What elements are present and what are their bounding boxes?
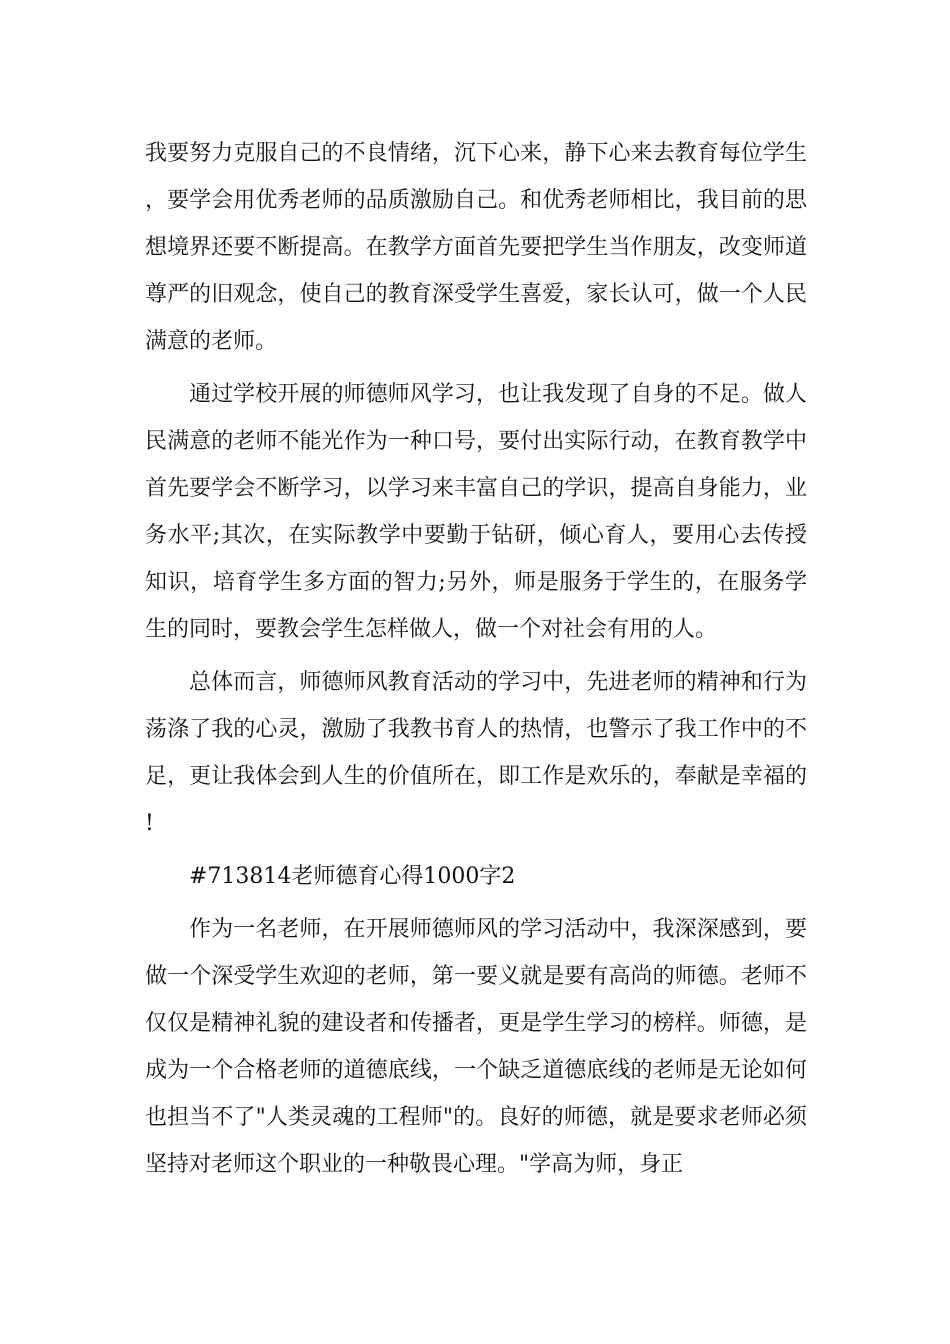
section-heading: #713814老师德育心得1000字2 [189, 864, 516, 889]
paragraph-1: 我要努力克服自己的不良情绪，沉下心来，静下心来去教育每位学生，要学会用优秀老师的品质激励自己。和优秀老师相比，我目前的思想境界还要不断提高。在教学方面首先要把学生当作朋友，改变师道尊严的旧观念，使自己的教育深受学生喜爱，家长认可，做一个人民满意的老师。 [145, 141, 807, 354]
paragraph-3: 总体而言，师德师风教育活动的学习中，先进老师的精神和行为荡涤了我的心灵，激励了我教书育人的热情，也警示了我工作中的不足，更让我体会到人生的价值所在，即工作是欢乐的，奉献是幸福的! [145, 670, 807, 836]
paragraph-4: 作为一名老师，在开展师德师风的学习活动中，我深深感到，要做一个深受学生欢迎的老师，第一要义就是要有高尚的师德。老师不仅仅是精神礼貌的建设者和传播者，更是学生学习的榜样。师德，是成为一个合格老师的道德底线，一个缺乏道德底线的老师是无论如何也担当不了"人类灵魂的工程师"的。良好的师德，就是要求老师必须坚持对老师这个职业的一种敬畏心理。"学高为师，身正 [145, 917, 807, 1177]
paragraph-2: 通过学校开展的师德师风学习，也让我发现了自身的不足。做人民满意的老师不能光作为一种口号，要付出实际行动，在教育教学中首先要学会不断学习，以学习来丰富自己的学识，提高自身能力，业务水平;其次，在实际教学中要勤于钻研，倾心育人，要用心去传授知识，培育学生多方面的智力;另外，师是服务于学生的，在服务学生的同时，要教会学生怎样做人，做一个对社会有用的人。 [145, 382, 807, 642]
document-page [145, 130, 807, 1194]
